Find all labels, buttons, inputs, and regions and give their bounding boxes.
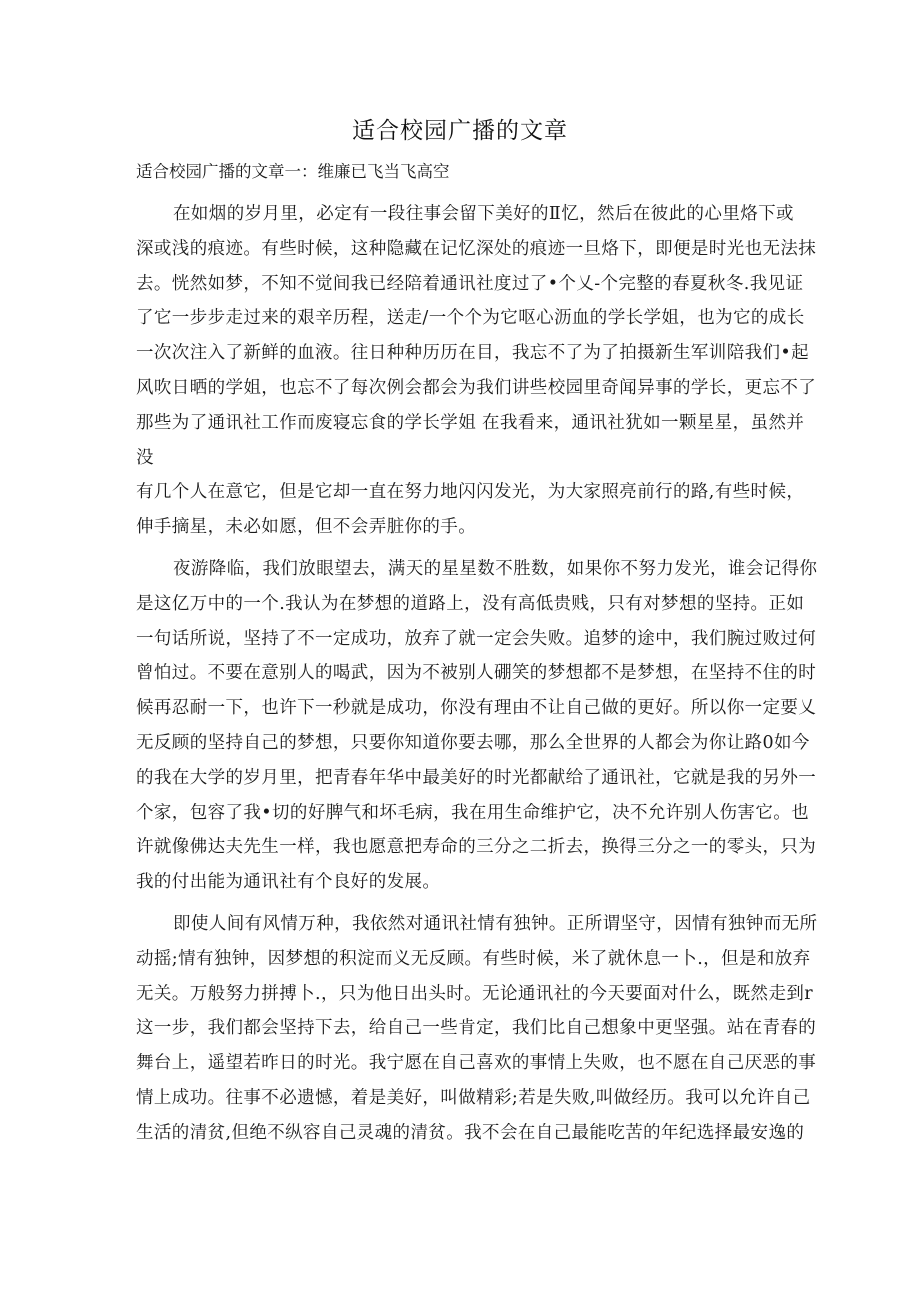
document-body [136,197,818,1151]
body-line: 我的付出能为通讯社有个良好的发展。 [136,872,441,893]
body-line: 的我在大学的岁月里，把青春年华中最美好的时光都献给了通讯社，它就是我的另外一 [136,767,817,788]
body-line: 那些为了通讯社工作而废寝忘食的学长学姐 在我看来，通讯社犹如一颗星星，虽然并 [136,412,805,433]
body-line: 许就像佛达夫先生一样，我也愿意把寿命的三分之二折去，换得三分之一的零头，只为 [136,837,817,858]
body-line: 这一步，我们都会坚持下去，给自己一些肯定，我们比自己想象中更坚强。站在青春的 [136,1018,817,1039]
body-line: 在如烟的岁月里，必定有一段往事会留下美好的Ⅱ忆，然后在彼此的心里烙下或 [173,204,794,224]
body-line: 一句话所说，坚持了不一定成功，放弃了就一定会失败。追梦的途中，我们腕过败过何 [136,628,817,649]
body-line: 了它一步步走过来的艰辛历程，送走/一个个为它呕心沥血的学长学姐，也为它的成长 [136,308,805,329]
document-title: 适合校园广播的文章 [352,118,568,144]
body-line: 生活的清贫,但绝不纵容自己灵魂的清贫。我不会在自己最能吃苦的年纪选择最安逸的 [136,1122,805,1143]
body-line: 情上成功。往事不必遗憾，着是美好，叫做精彩;若是失败,叫做经历。我可以允许自己 [136,1087,811,1108]
paragraph-gap [136,545,786,552]
body-line: 一次次注入了新鲜的血液。往日种种历历在目，我忘不了为了拍摄新生军训陪我们•起 [136,343,810,364]
body-line: 夜游降临，我们放眼望去，满天的星星数不胜数，如果你不努力发光，谁会记得你 [173,558,818,579]
body-line: 即使人间有风情万种，我依然对通讯社情有独钟。正所谓坚守，因情有独钟而无所 [173,913,818,934]
body-line: 去。恍然如梦，不知不觉间我已经陪着通讯社度过了•个乂-个完整的春夏秋冬.我见证 [136,273,804,294]
body-line: 风吹日晒的学姐，也忘不了每次例会都会为我们讲些校园里奇闻异事的学长，更忘不了 [136,377,817,398]
body-line: 有几个人在意它，但是它却一直在努力地闪闪发光，为大家照亮前行的路,有些时候， [136,482,805,503]
body-line: 舞台上，遥望若昨日的时光。我宁愿在自己喜欢的事情上失败，也不愿在自己厌恶的事 [136,1053,817,1074]
paragraph-gap [136,900,786,907]
body-line: 没 [136,447,154,468]
body-line: 是这亿万中的一个.我认为在梦想的道路上，没有高低贵贱，只有对梦想的坚持。正如 [136,593,805,614]
body-line: 深或浅的痕迹。有些时候，这种隐藏在记忆深处的痕迹一旦烙下，即便是时光也无法抹 [136,238,817,259]
body-line: 曾怕过。不要在意别人的喝武，因为不被别人硼笑的梦想都不是梦想，在坚持不住的时 [136,663,817,684]
body-line: 伸手摘星，未必如愿，但不会弄脏你的手。 [136,517,477,538]
body-line: 无反顾的坚持自己的梦想，只要你知道你要去哪，那么全世界的人都会为你让路0如今 [136,732,810,753]
body-line: 无关。万般努力拼搏卜.，只为他日出头时。无论通讯社的今天要面对什么，既然走到r [136,983,814,1004]
body-line: 个家，包容了我•切的好脾气和坏毛病，我在用生命维护它，决不允许别人伤害它。也 [136,802,810,823]
document-subtitle: 适合校园广播的文章一：维廉已飞当飞高空 [136,162,450,181]
body-line: 动摇;情有独钟，因梦想的积淀而义无反顾。有些时候，米了就休息一卜.，但是和放弃 [136,948,811,969]
body-line: 候再忍耐一下，也许下一秒就是成功，你没有理由不让自己做的更好。所以你一定要乂 [136,698,817,719]
